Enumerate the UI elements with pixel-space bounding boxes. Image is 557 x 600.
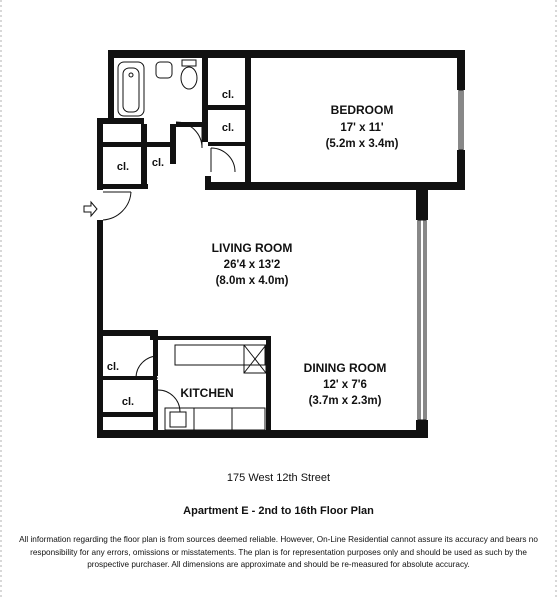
closet-label-kitchen-upper: cl. — [106, 361, 120, 373]
floor-plan-title: Apartment E - 2nd to 16th Floor Plan — [183, 505, 374, 517]
dining-room-dim-imperial: 12' x 7'6 — [323, 379, 367, 391]
dining-room-name: DINING ROOM — [303, 361, 387, 375]
property-address: 175 West 12th Street — [226, 472, 331, 484]
entry-arrow-icon — [84, 202, 97, 216]
bedroom-dim-metric: (5.2m x 3.4m) — [325, 138, 399, 150]
living-room-dim-imperial: 26'4 x 13'2 — [223, 259, 281, 271]
closet-label-bedroom-lower: cl. — [221, 122, 235, 134]
closet-label-bedroom-upper: cl. — [221, 89, 235, 101]
closet-label-entry-left: cl. — [116, 161, 130, 173]
windows — [418, 90, 463, 420]
disclaimer-text: All information regarding the floor plan is from sources deemed reliable. However, On-Line Residential cannot assure its accuracy and bears no responsibility for any errors, omissions or misstatements. The plan is for representation purposes only and should be used as such by the prospective purchaser. All dimensions are approximate and should be re-measured for absolute accuracy. — [19, 535, 538, 569]
bedroom-dim-imperial: 17' x 11' — [340, 122, 384, 134]
bedroom-name: BEDROOM — [330, 103, 394, 117]
living-room-dim-metric: (8.0m x 4.0m) — [215, 275, 289, 287]
closet-label-entry-right: cl. — [151, 157, 165, 169]
dining-room-dim-metric: (3.7m x 2.3m) — [308, 395, 382, 407]
bathroom-fixtures — [118, 60, 197, 116]
living-room-name: LIVING ROOM — [211, 241, 293, 255]
closet-label-kitchen-lower: cl. — [121, 396, 135, 408]
room-labels — [107, 89, 399, 408]
kitchen-name: KITCHEN — [180, 386, 234, 400]
